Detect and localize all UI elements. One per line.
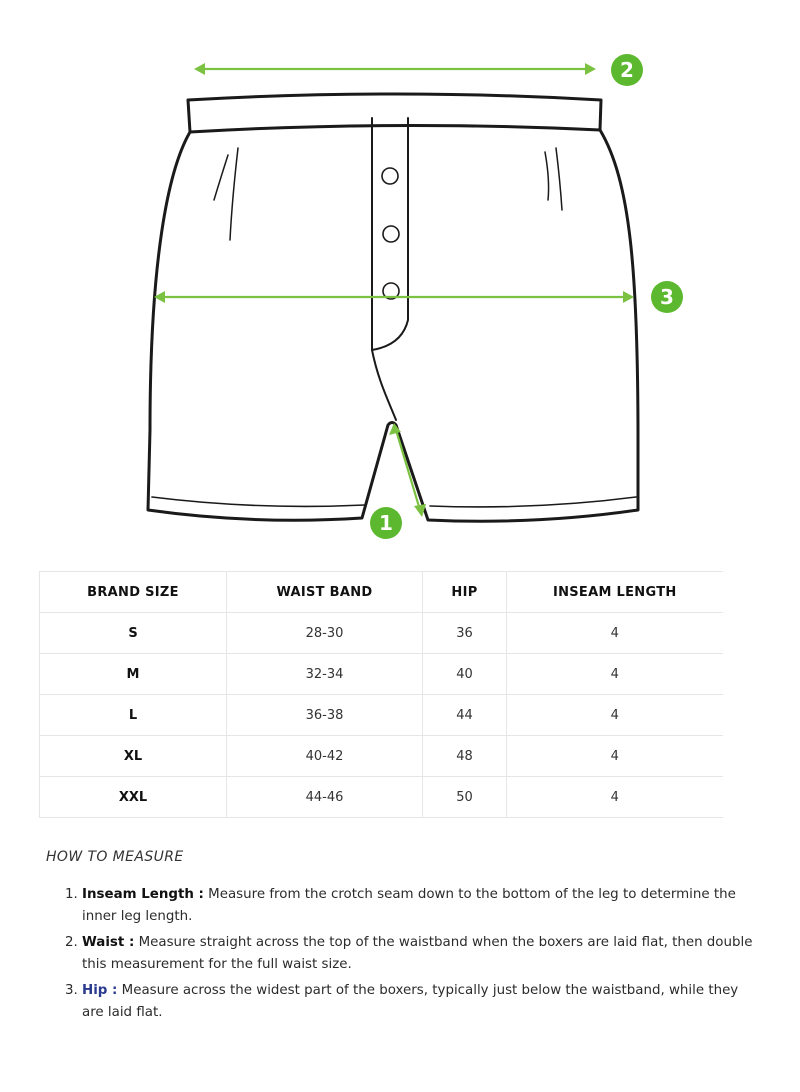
- waist-description: Measure straight across the top of the waistband when the boxers are laid flat, then double this measurement for the full waist size.: [82, 935, 753, 972]
- table-header-row: [40, 572, 723, 613]
- cell-waist-band: 28-30: [227, 613, 423, 654]
- cell-brand-size: XXL: [40, 777, 227, 818]
- inseam-length-term: Inseam Length :: [82, 887, 204, 902]
- cell-brand-size: XL: [40, 736, 227, 777]
- how-to-measure-title: HOW TO MEASURE: [46, 849, 184, 865]
- hip-description: Measure across the widest part of the boxers, typically just below the waistband, while they are laid flat.: [82, 983, 739, 1020]
- header-brand-size: BRAND SIZE: [40, 572, 227, 613]
- cell-waist-band: 44-46: [227, 777, 423, 818]
- shorts-outline: [148, 94, 638, 521]
- cell-hip: 44: [423, 695, 507, 736]
- waistband: [188, 94, 601, 132]
- cell-inseam-length: 4: [507, 777, 723, 818]
- fly-left-edge: [372, 118, 396, 420]
- waist-term: Waist :: [82, 935, 135, 950]
- header-hip: HIP: [423, 572, 507, 613]
- cell-brand-size: S: [40, 613, 227, 654]
- button-middle: [383, 226, 399, 242]
- cell-hip: 36: [423, 613, 507, 654]
- table-row: [40, 777, 723, 818]
- table-row: [40, 654, 723, 695]
- left-hem-line: [152, 497, 365, 506]
- hip-term: Hip :: [82, 983, 118, 998]
- cell-hip: 40: [423, 654, 507, 695]
- marker-3: [651, 281, 683, 313]
- marker-2: [611, 54, 643, 86]
- how-to-measure-list: [66, 884, 762, 1028]
- right-hem-line: [430, 497, 636, 507]
- svg-text:3: 3: [660, 285, 674, 309]
- cell-waist-band: 36-38: [227, 695, 423, 736]
- list-item: [82, 980, 762, 1023]
- right-pleat-1: [556, 148, 562, 210]
- header-inseam-length: INSEAM LENGTH: [507, 572, 723, 613]
- table-row: [40, 613, 723, 654]
- left-pleat-1: [230, 148, 238, 240]
- cell-hip: 50: [423, 777, 507, 818]
- table-row: [40, 736, 723, 777]
- cell-inseam-length: 4: [507, 613, 723, 654]
- cell-inseam-length: 4: [507, 654, 723, 695]
- table-row: [40, 695, 723, 736]
- list-item: [82, 884, 762, 927]
- cell-inseam-length: 4: [507, 695, 723, 736]
- list-item: [82, 932, 762, 975]
- svg-text:1: 1: [379, 511, 393, 535]
- fly-buttons: [382, 168, 399, 299]
- inseam-arrow: [396, 430, 420, 510]
- left-pleat-2: [214, 155, 228, 200]
- inseam-length-description: Measure from the crotch seam down to the bottom of the leg to determine the inner leg length.: [82, 887, 736, 924]
- cell-brand-size: L: [40, 695, 227, 736]
- shorts-body: [148, 130, 638, 521]
- size-chart-table: [39, 571, 723, 818]
- cell-hip: 48: [423, 736, 507, 777]
- button-top: [382, 168, 398, 184]
- right-pleat-2: [545, 152, 549, 200]
- marker-1: [370, 507, 402, 539]
- cell-waist-band: 40-42: [227, 736, 423, 777]
- cell-inseam-length: 4: [507, 736, 723, 777]
- cell-waist-band: 32-34: [227, 654, 423, 695]
- svg-text:2: 2: [620, 58, 634, 82]
- cell-brand-size: M: [40, 654, 227, 695]
- header-waist-band: WAIST BAND: [227, 572, 423, 613]
